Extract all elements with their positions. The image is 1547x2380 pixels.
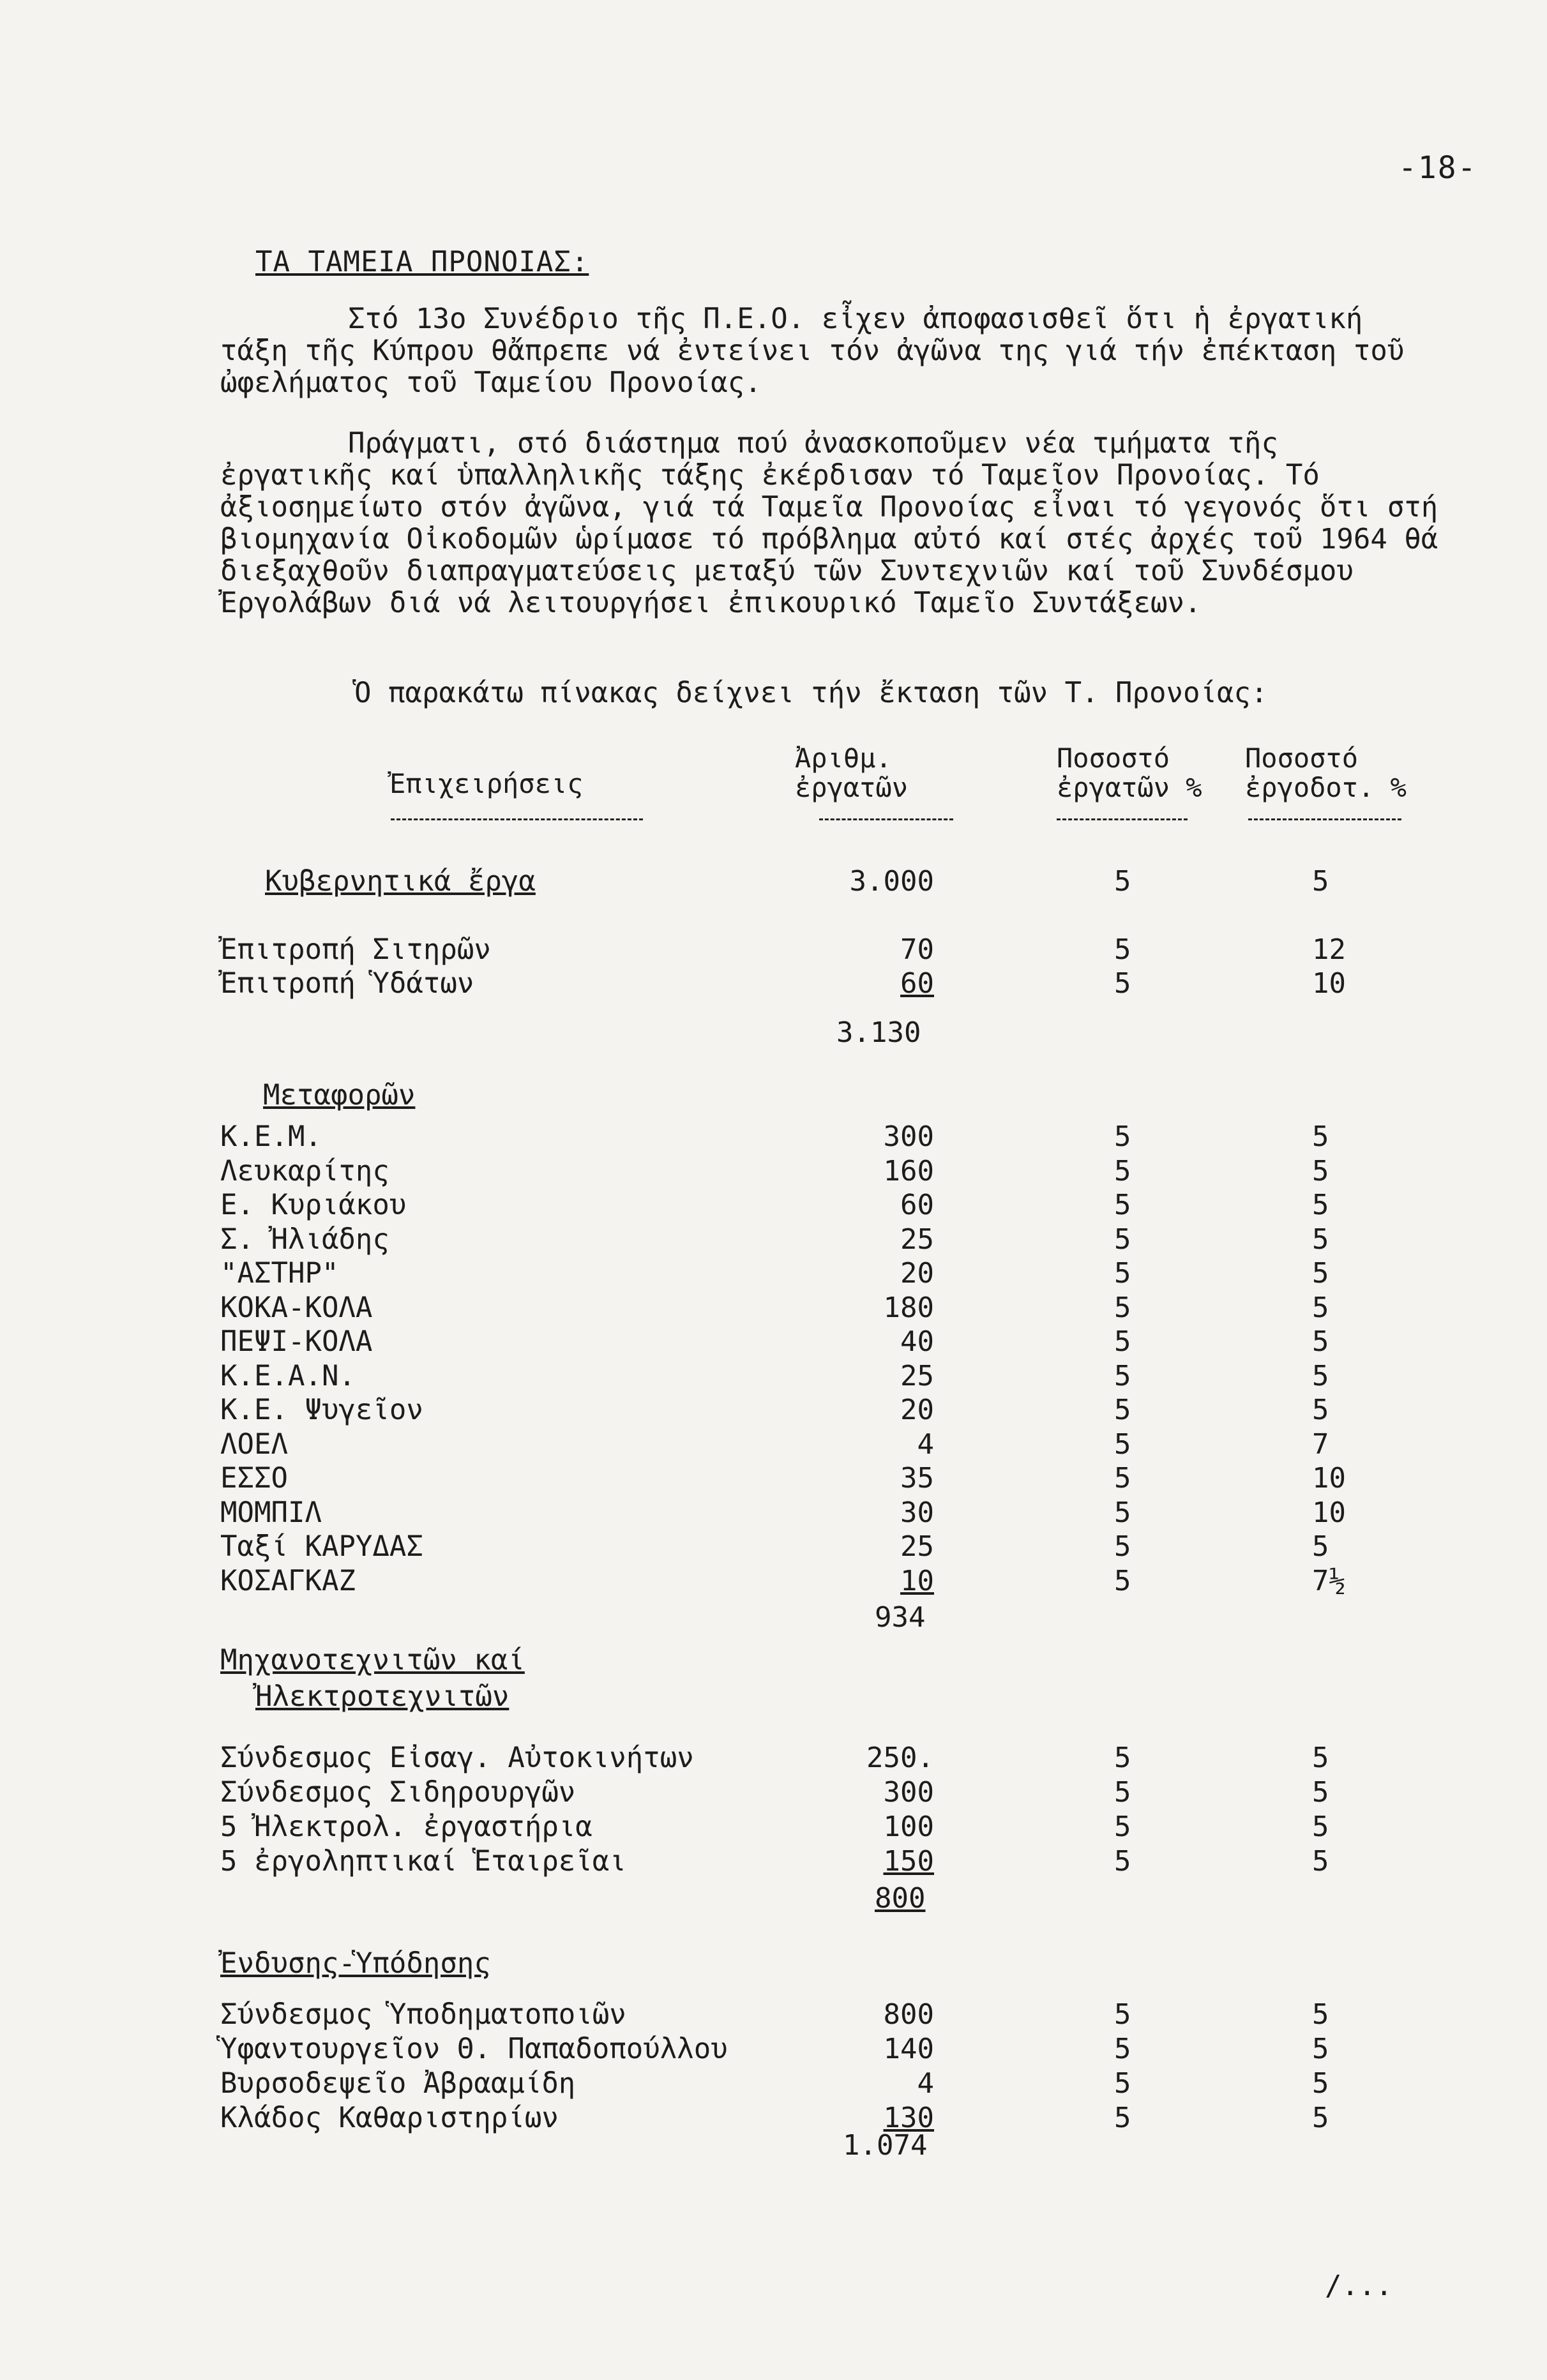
cell-name: Ταξί ΚΑΡΥΔΑΣ: [220, 1530, 423, 1563]
cell-name: "ΑΣΤΗΡ": [220, 1257, 339, 1290]
cell-pct-employer: 10: [1312, 1496, 1346, 1529]
cell-workers: 300: [883, 1120, 934, 1153]
cell-workers: 4: [917, 2067, 934, 2100]
cell-pct-workers: 5: [1114, 1462, 1131, 1495]
cell-pct-employer: 5: [1312, 865, 1329, 898]
table-row: [0, 1325, 1547, 1357]
cell-pct-workers: 5: [1114, 1120, 1131, 1153]
cell-name: Κ.Ε.Α.Ν.: [220, 1359, 356, 1392]
header-pct-employer: [1245, 744, 1407, 802]
cell-pct-employer: 5: [1312, 1530, 1329, 1563]
cell-name: ΕΣΣΟ: [220, 1462, 288, 1495]
cell-pct-workers: 5: [1114, 1223, 1131, 1256]
table-row: [0, 1120, 1547, 1152]
cell-name: ΚΟΚΑ-ΚΟΛΑ: [220, 1291, 373, 1324]
table-row: [0, 1742, 1547, 1774]
cell-workers: 30: [900, 1496, 934, 1529]
table-row: [0, 1565, 1547, 1597]
cell-pct-workers: 5: [1114, 1189, 1131, 1221]
cell-name: ΛΟΕΛ: [220, 1427, 288, 1461]
table-row: [0, 1496, 1547, 1528]
cell-name: Ε. Κυριάκου: [220, 1189, 407, 1221]
cell-workers: 10: [900, 1564, 934, 1597]
cell-workers: 130: [883, 2102, 934, 2134]
paragraph-3: Ὁ παρακάτω πίνακας δείχνει τήν ἔκταση τῶν Τ. Προνοίας:: [354, 677, 1268, 709]
header-num-workers-line2: ἐργατῶν: [795, 772, 909, 803]
cell-pct-workers: 5: [1114, 933, 1131, 966]
cell-pct-employer: 5: [1312, 2102, 1329, 2134]
cell-name: Κλάδος Καθαριστηρίων: [220, 2102, 559, 2134]
cell-pct-workers: 5: [1114, 1845, 1131, 1878]
cell-pct-workers: 5: [1114, 1811, 1131, 1843]
cell-name: Βυρσοδεψεῖο Ἀβρααμίδη: [220, 2067, 576, 2100]
cell-pct-employer: 5: [1312, 1845, 1329, 1878]
cell-pct-employer: 5: [1312, 1154, 1329, 1187]
cell-workers: 100: [883, 1811, 934, 1843]
cell-workers: 300: [883, 1776, 934, 1809]
cell-pct-workers: 5: [1114, 865, 1131, 898]
cell-pct-employer: 5: [1312, 1120, 1329, 1153]
header-rule: [391, 818, 643, 820]
cell-name: Σύνδεσμος Ὑποδηματοποιῶν: [220, 1998, 626, 2031]
cell-pct-employer: 5: [1312, 2067, 1329, 2100]
section-title-clothing: Ἐνδυσης-Ὑπόδησης: [220, 1947, 491, 1980]
section-title-government: Κυβερνητικά ἔργα: [265, 865, 536, 898]
table-row: [0, 1845, 1547, 1877]
header-rule: [1248, 818, 1401, 820]
table-row: [0, 2033, 1547, 2065]
subtotal-transport: 934: [875, 1601, 926, 1634]
paragraph-2: Πράγματι, στό διάστημα πού ἀνασκοποῦμεν νέα τμήματα τῆς ἐργατικῆς καί ὑπαλληλικῆς τάξης ἐκέρδισαν τό Ταμεῖον Προνοίας. Τό ἀξιοσημείωτο στόν ἀγῶνα, γιά τά Ταμεῖα Προνοίας εἶναι τό γεγονός ὅτι στή βιομηχανία Οἰκοδομῶν ὡρίμασε τό πρόβλημα αὐτό καί στές ἀρχές τοῦ 1964 θά διεξαχθοῦν διαπραγματεύσεις μεταξύ τῶν Συντεχνιῶν καί τοῦ Συνδέσμου Ἐργολάβων διά νά λειτουργήσει ἐπικουρικό Ταμεῖο Συντάξεων.: [220, 427, 1438, 619]
cell-pct-employer: 5: [1312, 1325, 1329, 1358]
table-row: [0, 1998, 1547, 2030]
cell-name: Σ. Ἠλιάδης: [220, 1223, 389, 1256]
cell-name: Κ.Ε. Ψυγεῖον: [220, 1394, 423, 1426]
cell-pct-workers: 5: [1114, 1291, 1131, 1324]
table-row: [0, 865, 1547, 897]
cell-pct-employer: 10: [1312, 1462, 1346, 1495]
cell-name: Σύνδεσμος Σιδηρουργῶν: [220, 1776, 576, 1809]
cell-pct-workers: 5: [1114, 1325, 1131, 1358]
cell-pct-workers: 5: [1114, 1427, 1131, 1461]
section-title-transport: Μεταφορῶν: [263, 1079, 416, 1111]
cell-name: 5 Ἠλεκτρολ. ἐργαστήρια: [220, 1811, 592, 1843]
header-num-workers-line1: Ἀριθμ.: [795, 742, 892, 774]
cell-name: Λευκαρίτης: [220, 1154, 389, 1187]
cell-name: Κ.Ε.Μ.: [220, 1120, 322, 1153]
header-pct-workers-line2: ἐργατῶν %: [1057, 772, 1202, 803]
cell-pct-employer: 5: [1312, 1394, 1329, 1426]
paragraph-1: Στό 13ο Συνέδριο τῆς Π.Ε.Ο. εἶχεν ἀποφασισθεῖ ὅτι ἡ ἐργατική τάξη τῆς Κύπρου θἄπρεπε νά ἐντείνει τόν ἀγῶνα της γιά τήν ἐπέκταση τοῦ ὠφελήματος τοῦ Ταμείου Προνοίας.: [220, 303, 1405, 399]
cell-pct-workers: 5: [1114, 1394, 1131, 1426]
cell-pct-workers: 5: [1114, 1742, 1131, 1774]
cell-workers: 20: [900, 1257, 934, 1290]
header-num-workers: [795, 744, 908, 802]
cell-pct-employer: 5: [1312, 1811, 1329, 1843]
table-row: [0, 1428, 1547, 1460]
cell-workers: 3.000: [849, 865, 934, 898]
cell-workers: 4: [917, 1427, 934, 1461]
table-row: [0, 1462, 1547, 1494]
cell-pct-workers: 5: [1114, 1564, 1131, 1597]
table-row: [0, 1257, 1547, 1289]
subtotal-clothing: 1.074: [843, 2129, 928, 2162]
table-row: [0, 1360, 1547, 1392]
table-row: [0, 1811, 1547, 1842]
cell-pct-employer: 5: [1312, 1998, 1329, 2031]
cell-workers: 60: [900, 1189, 934, 1221]
table-row: [0, 2102, 1547, 2134]
table-row: [0, 1776, 1547, 1808]
cell-workers: 35: [900, 1462, 934, 1495]
cell-workers: 150: [883, 1845, 934, 1878]
cell-pct-employer: 5: [1312, 1223, 1329, 1256]
section-title-electrotechnics: Ἠλεκτροτεχνιτῶν: [255, 1680, 509, 1713]
cell-pct-workers: 5: [1114, 2102, 1131, 2134]
header-pct-employer-line1: Ποσοστό: [1245, 742, 1359, 774]
subtotal-mechanics: 800: [875, 1882, 926, 1915]
cell-workers: 60: [900, 967, 934, 1000]
header-rule: [819, 818, 953, 820]
header-pct-workers-line1: Ποσοστό: [1057, 742, 1170, 774]
cell-workers: 160: [883, 1154, 934, 1187]
table-row: [0, 1530, 1547, 1562]
cell-pct-workers: 5: [1114, 1359, 1131, 1392]
cell-name: 5 ἐργοληπτικαί Ἑταιρεῖαι: [220, 1845, 626, 1878]
table-row: [0, 1223, 1547, 1255]
cell-name: ΜΟΜΠΙΛ: [220, 1496, 322, 1529]
cell-pct-employer: 7½: [1312, 1564, 1346, 1597]
table-row: [0, 933, 1547, 965]
cell-pct-employer: 12: [1312, 933, 1346, 966]
cell-name: Ὑφαντουργεῖον Θ. Παπαδοπούλλου: [220, 2033, 728, 2065]
cell-workers: 800: [883, 1998, 934, 2031]
cell-pct-employer: 5: [1312, 1291, 1329, 1324]
cell-workers: 180: [883, 1291, 934, 1324]
cell-workers: 20: [900, 1394, 934, 1426]
cell-name: ΚΟΣΑΓΚΑΖ: [220, 1564, 356, 1597]
cell-workers: 25: [900, 1223, 934, 1256]
cell-pct-employer: 5: [1312, 1742, 1329, 1774]
cell-pct-workers: 5: [1114, 2033, 1131, 2065]
cell-name: Ἐπιτροπή Ὑδάτων: [220, 967, 474, 1000]
cell-pct-workers: 5: [1114, 1776, 1131, 1809]
section-title-mechanics: Μηχανοτεχνιτῶν καί: [220, 1644, 525, 1676]
cell-workers: 250.: [866, 1742, 934, 1774]
table-row: [0, 1394, 1547, 1426]
cell-pct-employer: 7: [1312, 1427, 1329, 1461]
continuation-mark: /...: [1325, 2270, 1392, 2302]
section-heading: ΤΑ ΤΑΜΕΙΑ ΠΡΟΝΟΙΑΣ:: [255, 246, 589, 278]
header-rule: [1057, 818, 1188, 820]
cell-pct-employer: 10: [1312, 967, 1346, 1000]
cell-pct-workers: 5: [1114, 1530, 1131, 1563]
cell-name: ΠΕΨΙ-ΚΟΛΑ: [220, 1325, 373, 1358]
header-enterprises: Ἐπιχειρήσεις: [389, 768, 584, 799]
cell-pct-workers: 5: [1114, 967, 1131, 1000]
cell-pct-employer: 5: [1312, 1359, 1329, 1392]
cell-pct-workers: 5: [1114, 1257, 1131, 1290]
cell-pct-employer: 5: [1312, 2033, 1329, 2065]
cell-pct-employer: 5: [1312, 1257, 1329, 1290]
cell-name: Σύνδεσμος Εἰσαγ. Αὐτοκινήτων: [220, 1742, 694, 1774]
cell-pct-workers: 5: [1114, 1998, 1131, 2031]
cell-workers: 140: [883, 2033, 934, 2065]
table-row: [0, 2067, 1547, 2099]
cell-name: Ἐπιτροπή Σιτηρῶν: [220, 933, 491, 966]
cell-pct-workers: 5: [1114, 1496, 1131, 1529]
cell-workers: 25: [900, 1530, 934, 1563]
page-number: -18-: [1398, 150, 1477, 186]
cell-pct-workers: 5: [1114, 1154, 1131, 1187]
cell-workers: 40: [900, 1325, 934, 1358]
cell-pct-employer: 5: [1312, 1776, 1329, 1809]
cell-workers: 25: [900, 1359, 934, 1392]
cell-pct-employer: 5: [1312, 1189, 1329, 1221]
table-row: [0, 967, 1547, 999]
header-pct-workers: [1057, 744, 1202, 802]
header-pct-employer-line2: ἐργοδοτ. %: [1245, 772, 1407, 803]
table-row: [0, 1189, 1547, 1221]
table-row: [0, 1292, 1547, 1323]
cell-workers: 70: [900, 933, 934, 966]
subtotal-government: 3.130: [836, 1016, 921, 1049]
cell-pct-workers: 5: [1114, 2067, 1131, 2100]
table-row: [0, 1155, 1547, 1187]
